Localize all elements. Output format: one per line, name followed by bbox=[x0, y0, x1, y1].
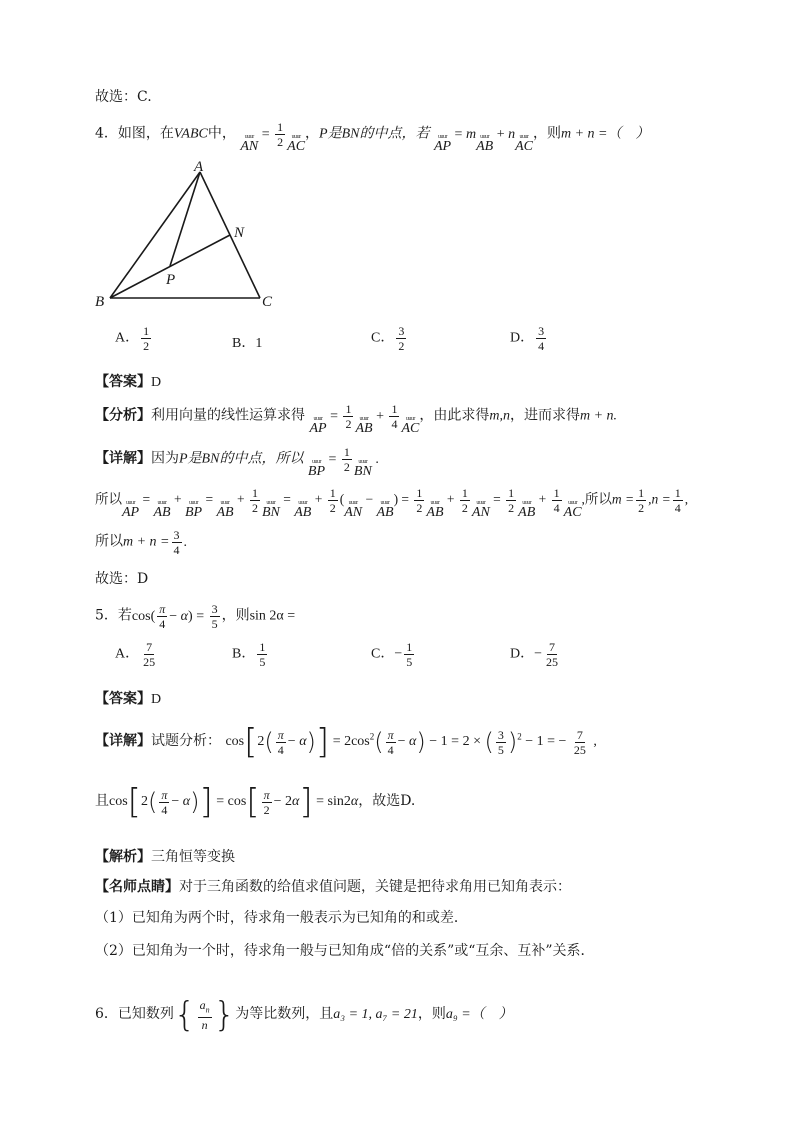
analysis-text-b: ，由此求得 bbox=[419, 407, 490, 424]
answer-tag: 【答案】 bbox=[95, 374, 151, 390]
q5-option-c[interactable] bbox=[371, 640, 416, 669]
q5-text-a: 若 bbox=[117, 607, 132, 624]
detail-text: 试题分析： bbox=[151, 733, 221, 750]
q6-text-a: 已知数列 bbox=[117, 1006, 174, 1023]
q4-option-b[interactable] bbox=[232, 332, 262, 352]
q5-number: 5． bbox=[95, 607, 118, 624]
q5-text-b: ，则 bbox=[221, 607, 250, 624]
analysis-tag: 【分析】 bbox=[95, 407, 151, 424]
q4-text-d: ，则 bbox=[532, 125, 561, 142]
q5-stem bbox=[95, 602, 295, 631]
option-den: 5 bbox=[406, 655, 413, 669]
option-sign: − bbox=[534, 646, 543, 662]
q4-detail bbox=[95, 445, 379, 479]
answer-tag: 【答案】 bbox=[95, 691, 151, 707]
answer-value: D bbox=[151, 375, 162, 390]
q4-derivation: 所以 uuur AP = uuur AB + uuur BP = uuur AB + $\frac{1}{2}$ uuur BN = uuur AB + $\frac{1}{2}$ ( uuur AN − uuur AB ) = $\frac{1}{2}$ uuur AB + $\frac{1}{2}$ uuur AN = $\frac{1}{2}$ uuur AB + $\frac{1}{4}$ uuur AC ,所以m = $\frac{1}{2}$ ,n = $\frac{1}{4}$ , bbox=[95, 486, 689, 520]
detail-tag: 【详解】 bbox=[95, 733, 151, 750]
option-value: 1 bbox=[255, 336, 263, 351]
option-num: 1 bbox=[143, 324, 150, 338]
q5-detail bbox=[95, 722, 597, 762]
q4-option-a[interactable] bbox=[115, 324, 153, 353]
detail-bp-formula: uuur BP = $\frac{1}{2}$ uuur BN . bbox=[307, 445, 379, 479]
option-num: 1 bbox=[406, 640, 413, 654]
label-c: C bbox=[262, 294, 273, 310]
option-label: D． bbox=[510, 330, 535, 346]
q4-triangle: VABC bbox=[173, 126, 208, 142]
q5-tip-1: （1）已知角为两个时，待求角一般表示为已知角的和或差． bbox=[95, 910, 468, 926]
analysis-mn-sum: m + n. bbox=[580, 408, 618, 424]
q4-sum-line: 所以m + n = $\frac{3}{4}$ . bbox=[95, 528, 188, 557]
option-den: 4 bbox=[538, 339, 545, 353]
q5-answer bbox=[95, 688, 161, 708]
q5-tip bbox=[95, 876, 571, 896]
q5-formula-1: cos[2( $\frac{\pi}{4}$ − $\alpha)] = 2\cos^2$( $\frac{\pi}{4}$ − α) − 1 = 2 × ( $\frac{3}{5}$ )$^2$ − 1 = − $\frac{7}{25}$ , bbox=[225, 722, 597, 762]
q6-sequence: { $\frac{a_n}{n}$ } bbox=[173, 995, 236, 1035]
q5-option-d[interactable] bbox=[510, 640, 562, 669]
q5-jiexi bbox=[95, 846, 235, 866]
option-den: 25 bbox=[546, 655, 559, 669]
q4-ap-relation: uuur AP = m uuur AB + n uuur AC bbox=[433, 126, 533, 154]
q4-answer bbox=[95, 371, 161, 391]
q6-text-b: 为等比数列，且 bbox=[235, 1006, 334, 1023]
q4-triangle-figure bbox=[90, 155, 290, 315]
option-label: B． bbox=[232, 646, 256, 662]
tip-tag: 【名师点睛】 bbox=[95, 879, 179, 895]
previous-answer-line: 故选：C. bbox=[95, 89, 152, 105]
option-den: 5 bbox=[259, 655, 266, 669]
q4-final: 故选：D bbox=[95, 571, 149, 587]
analysis-text-a: 利用向量的线性运算求得 bbox=[151, 407, 305, 424]
analysis-formula: uuur AP = $\frac{1}{2}$ uuur AB + $\frac{1}{4}$ uuur AC bbox=[309, 402, 420, 436]
q4-option-c[interactable] bbox=[371, 324, 408, 353]
label-p: P bbox=[166, 272, 176, 288]
option-den: 2 bbox=[143, 339, 150, 353]
option-den: 25 bbox=[143, 655, 156, 669]
analysis-mn: m,n bbox=[489, 408, 510, 424]
q6-stem bbox=[95, 995, 513, 1035]
analysis-text-c: ，进而求得 bbox=[510, 407, 580, 424]
option-num: 7 bbox=[146, 640, 153, 654]
answer-value: D bbox=[151, 692, 162, 707]
q4-p-def: P是BN的中点，若 bbox=[319, 126, 430, 142]
option-num: 7 bbox=[549, 640, 556, 654]
q4-ask: m + n =（ ） bbox=[560, 126, 650, 142]
label-a: A bbox=[194, 159, 204, 175]
q6-text-c: ，则 bbox=[417, 1006, 446, 1023]
q4-text-c: ， bbox=[305, 125, 320, 142]
q4-stem bbox=[95, 120, 650, 154]
edge-ab bbox=[110, 172, 200, 298]
detail-tag: 【详解】 bbox=[95, 450, 151, 467]
q6-ask: a₉ =（ ） bbox=[445, 1007, 513, 1023]
option-den: 2 bbox=[398, 339, 405, 353]
q4-analysis bbox=[95, 402, 617, 436]
label-b: B bbox=[95, 294, 105, 310]
so-label: 所以 bbox=[95, 491, 122, 507]
q5-tip-2: （2）已知角为一个时，待求角一般与已知角成“倍的关系”或“互余、互补”关系． bbox=[95, 943, 595, 959]
option-label: C． bbox=[371, 330, 395, 346]
choose-label: ，故选D. bbox=[358, 793, 416, 810]
option-num: 3 bbox=[538, 324, 545, 338]
jiexi-text: 三角恒等变换 bbox=[151, 849, 235, 865]
q5-option-b[interactable] bbox=[232, 640, 269, 669]
option-label: D． bbox=[510, 646, 535, 662]
option-num: 1 bbox=[259, 640, 266, 654]
q4-text-b: 中， bbox=[207, 125, 236, 142]
option-label: A． bbox=[115, 646, 140, 662]
so-label-2: 所以 bbox=[95, 533, 123, 550]
q6-number: 6． bbox=[95, 1006, 118, 1023]
q4-option-d[interactable] bbox=[510, 324, 548, 353]
q5-condition: cos( $\frac{\pi}{4}$ − α) = $\frac{3}{5}$ bbox=[131, 602, 218, 631]
q5-ask: sin 2α = bbox=[249, 608, 296, 624]
and-label: 且 bbox=[95, 793, 109, 810]
segment-bn bbox=[110, 235, 230, 298]
option-label: C． bbox=[371, 646, 395, 662]
so-end: ,所以 bbox=[581, 491, 612, 507]
q4-text-a: 如图，在 bbox=[117, 125, 174, 142]
segment-ap bbox=[170, 172, 200, 266]
m-eq: m = bbox=[611, 491, 635, 507]
q6-condition: a₃ = 1, a₇ = 21 bbox=[333, 1007, 418, 1023]
label-n: N bbox=[234, 225, 245, 241]
q4-an-relation: uuur AN = $\frac{1}{2}$ uuur AC bbox=[240, 120, 306, 154]
option-num: 3 bbox=[398, 324, 405, 338]
tip-text: 对于三角函数的给值求值问题，关键是把待求角用已知角表示： bbox=[179, 879, 571, 895]
detail-text-a: 因为 bbox=[151, 450, 179, 467]
option-label: B． bbox=[232, 336, 256, 351]
q5-option-a[interactable] bbox=[115, 640, 159, 669]
option-label: A． bbox=[115, 330, 140, 346]
q5-formula-2: cos[2( $\frac{\pi}{4}$ − α)] = cos[ $\frac{\pi}{2}$ − 2α] = sin2α bbox=[109, 782, 359, 822]
option-sign: − bbox=[394, 646, 403, 662]
q4-number: 4． bbox=[95, 125, 118, 142]
jiexi-tag: 【解析】 bbox=[95, 849, 151, 865]
mn-sum: m + n = bbox=[123, 534, 170, 550]
detail-text-b: P是BN的中点，所以 bbox=[179, 451, 304, 467]
q5-detail-2 bbox=[95, 782, 415, 822]
n-eq: ,n = bbox=[648, 491, 671, 507]
